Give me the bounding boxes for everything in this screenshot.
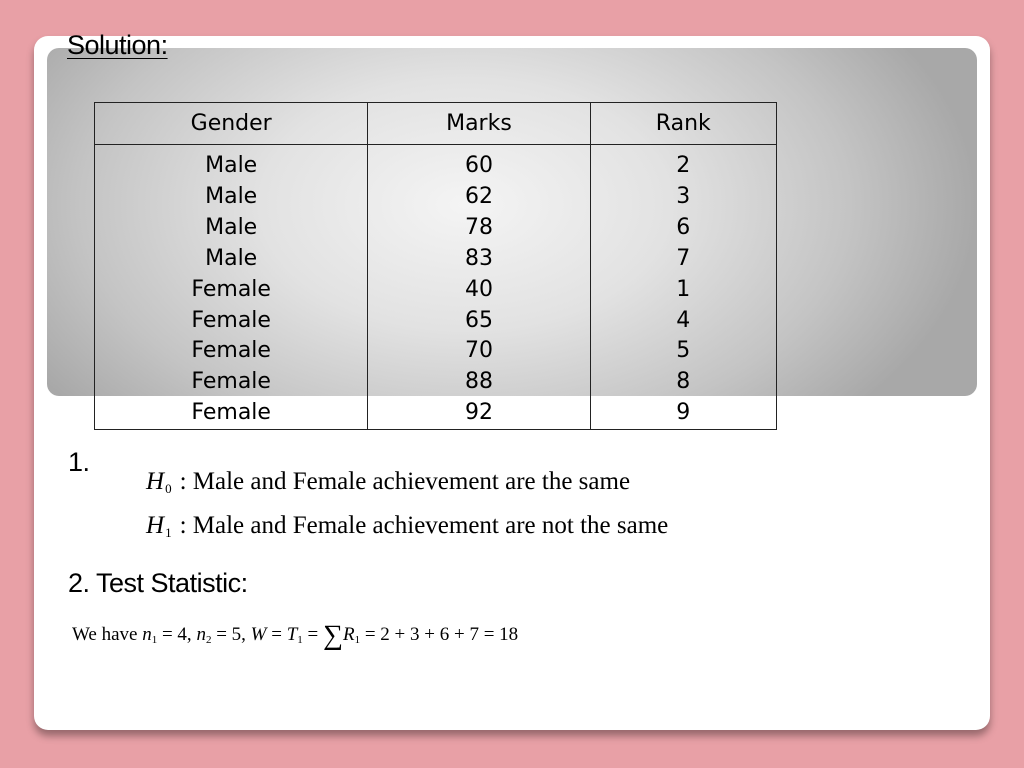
n2-sub: 2 [205,634,212,646]
h1-text: : Male and Female achievement are not the same [179,512,669,539]
equals-2: = [302,624,323,645]
gender-cell: Female [191,338,271,364]
h0-text: : Male and Female achievement are the same [179,468,631,495]
rank-cell: 3 [676,183,691,209]
gender-cell: Female [191,400,271,426]
step1-label: 1. [68,447,90,477]
rank-cell: 9 [676,400,691,426]
rank-cell: 5 [676,338,691,364]
table-header-row [95,103,777,145]
header-marks: Marks [368,103,590,145]
marks-cell: 88 [464,369,493,395]
gender-cell: Female [191,276,271,302]
n1-value: = 4, [157,624,197,645]
table-body-row [95,145,777,430]
n1-sub: 1 [151,634,158,646]
r-sub: 1 [354,634,361,646]
n2-var: n [196,624,206,645]
alternative-hypothesis [146,512,668,541]
marks-cell: 40 [464,276,493,302]
rank-cell: 7 [676,245,691,271]
header-rank: Rank [590,103,776,145]
gender-column [95,145,368,430]
equals-1: = [266,624,287,645]
rank-cell: 6 [676,214,691,240]
gender-cell: Male [205,245,258,271]
n2-value: = 5, [211,624,251,645]
marks-cell: 65 [464,307,493,333]
null-hypothesis [146,468,630,497]
marks-cell: 92 [464,400,493,426]
marks-cell: 70 [464,338,493,364]
data-table [94,102,777,430]
header-gender: Gender [95,103,368,145]
marks-column [368,145,590,430]
slide-title: Solution: [67,30,168,60]
marks-cell: 83 [464,245,493,271]
rank-sum: = 2 + 3 + 6 + 7 = 18 [360,624,519,645]
rank-cell: 4 [676,307,691,333]
test-statistic-formula [72,620,518,652]
t-var: T [286,624,298,645]
gender-cell: Male [205,214,258,240]
h1-symbol: H [146,512,165,539]
n1-var: n [142,624,152,645]
rank-cell: 1 [676,276,691,302]
step2-label: 2. Test Statistic: [68,568,248,598]
marks-cell: 60 [464,153,493,178]
r-var: R [342,624,355,645]
marks-cell: 78 [464,214,493,240]
rank-column [590,145,776,430]
h0-subscript: 0 [165,481,172,496]
gender-cell: Female [191,369,271,395]
h1-subscript: 1 [165,525,172,540]
gender-cell: Male [205,183,258,209]
marks-cell: 62 [464,183,493,209]
h0-symbol: H [146,468,165,495]
t-sub: 1 [297,634,303,646]
formula-prefix: We have [72,624,138,645]
sigma-icon: ∑ [323,620,343,651]
rank-cell: 2 [676,153,691,178]
gender-cell: Female [191,307,271,333]
gender-cell: Male [205,153,258,178]
rank-cell: 8 [676,369,691,395]
w-var: W [250,624,267,645]
